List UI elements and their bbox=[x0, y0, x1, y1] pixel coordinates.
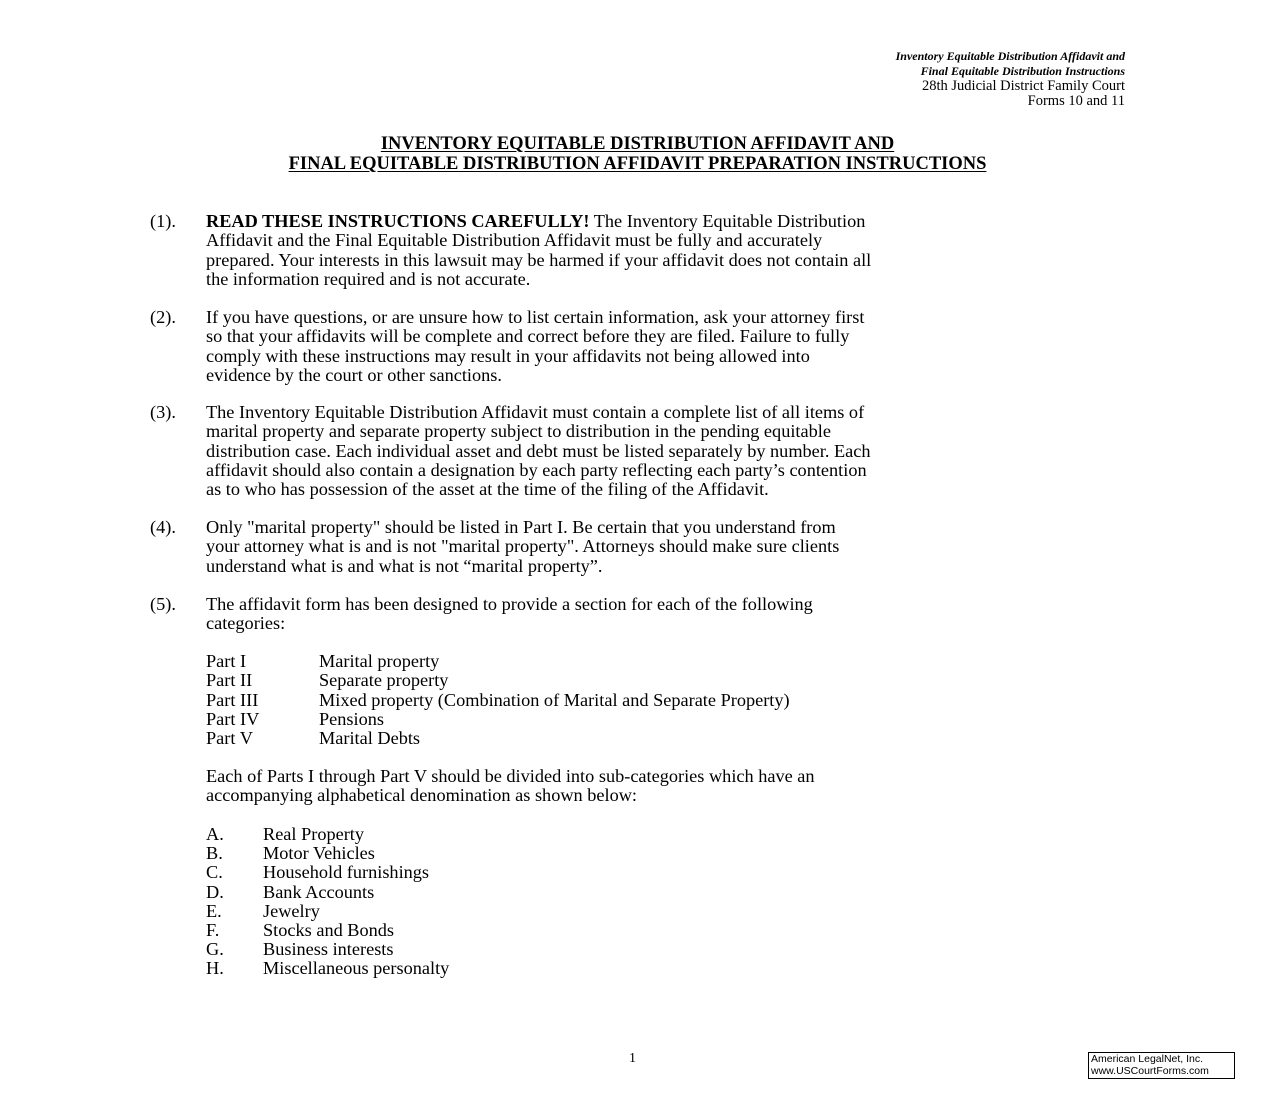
part-label: Part V bbox=[206, 728, 253, 749]
subcategory-letter: E. bbox=[206, 900, 222, 921]
publisher-website: www.USCourtForms.com bbox=[1091, 1064, 1209, 1077]
subcategory-letter: B. bbox=[206, 843, 223, 864]
subcategory-letter: A. bbox=[206, 824, 224, 844]
subcategory-letter: G. bbox=[206, 939, 224, 960]
part-description: Pensions bbox=[319, 708, 385, 729]
subcategory-name: Real Property bbox=[263, 824, 365, 844]
item-line: Only "marital property" should be listed in Part I. Be certain that you understand from bbox=[206, 517, 836, 537]
item-line: distribution case. Each individual asset and debt must be listed separately by number. Each bbox=[206, 440, 871, 461]
subcategory-name: Household furnishings bbox=[263, 862, 430, 883]
item-line: your attorney what is and is not "marital property". Attorneys should make sure clients bbox=[206, 536, 840, 557]
item-line: understand what is and what is not “marital property”. bbox=[206, 555, 603, 576]
item-line: affidavit should also contain a designation by each party reflecting each party’s contention bbox=[206, 459, 867, 480]
item-text bbox=[206, 308, 1136, 385]
part-label: Part IV bbox=[206, 708, 260, 729]
item-text bbox=[206, 212, 1136, 289]
item-line: If you have questions, or are unsure how to list certain information, ask your attorney first bbox=[206, 307, 865, 327]
part-description: Marital property bbox=[319, 651, 440, 671]
form-header bbox=[896, 49, 1125, 109]
item-line: prepared. Your interests in this lawsuit may be harmed if your affidavit does not contain all bbox=[206, 249, 872, 270]
item-text bbox=[206, 595, 1136, 634]
document-title-line2: FINAL EQUITABLE DISTRIBUTION AFFIDAVIT PREPARATION INSTRUCTIONS bbox=[288, 154, 987, 174]
item-line: evidence by the court or other sanctions. bbox=[206, 364, 502, 385]
subcategory-intro-line: accompanying alphabetical denomination as shown below: bbox=[206, 785, 638, 806]
item-text bbox=[206, 403, 1136, 499]
subcategory-name: Bank Accounts bbox=[263, 881, 375, 902]
item-text bbox=[206, 518, 1136, 576]
part-label: Part II bbox=[206, 670, 253, 691]
part-description: Mixed property (Combination of Marital and Separate Property) bbox=[319, 689, 790, 710]
item-number: (5). bbox=[150, 594, 176, 614]
subcategory-name: Miscellaneous personalty bbox=[263, 958, 450, 979]
header-form-title-line1: Inventory Equitable Distribution Affidavit and bbox=[895, 49, 1125, 63]
part-label: Part I bbox=[206, 651, 247, 671]
subcategory-letter: H. bbox=[206, 958, 224, 979]
item-line: the information required and is not accurate. bbox=[206, 268, 531, 289]
subcategory-name: Stocks and Bonds bbox=[263, 919, 395, 940]
subcategory-letter: D. bbox=[206, 881, 224, 902]
item-line bbox=[206, 212, 1136, 231]
item-lead-emphasis: READ THESE INSTRUCTIONS CAREFULLY! bbox=[206, 211, 590, 231]
part-label: Part III bbox=[206, 689, 259, 710]
page-number: 1 bbox=[629, 1051, 636, 1066]
part-description: Separate property bbox=[319, 670, 449, 691]
document-title-line1: INVENTORY EQUITABLE DISTRIBUTION AFFIDAVIT AND bbox=[380, 134, 895, 154]
header-form-numbers: Forms 10 and 11 bbox=[1027, 93, 1125, 109]
subcategory-intro bbox=[206, 767, 815, 806]
subcategory-letter: C. bbox=[206, 862, 223, 883]
item-line: categories: bbox=[206, 613, 286, 634]
item-line: so that your affidavits will be complete and correct before they are filed. Failure to fully bbox=[206, 326, 850, 347]
item-number: (4). bbox=[150, 517, 176, 537]
subcategory-letter: F. bbox=[206, 919, 220, 940]
item-number: (1). bbox=[150, 211, 176, 231]
header-court-name: 28th Judicial District Family Court bbox=[922, 78, 1125, 94]
item-line: The affidavit form has been designed to provide a section for each of the following bbox=[206, 594, 813, 614]
header-form-title-line2: Final Equitable Distribution Instructions bbox=[920, 64, 1125, 78]
subcategory-name: Business interests bbox=[263, 939, 394, 960]
item-line: Affidavit and the Final Equitable Distribution Affidavit must be fully and accurately bbox=[206, 230, 823, 251]
item-number: (3). bbox=[150, 402, 176, 422]
subcategory-name: Motor Vehicles bbox=[263, 843, 375, 864]
subcategory-intro-line: Each of Parts I through Part V should be divided into sub-categories which have an bbox=[206, 766, 815, 786]
item-line: as to who has possession of the asset at the time of the filing of the Affidavit. bbox=[206, 479, 769, 500]
document-title bbox=[0, 134, 1275, 174]
item-line-continuation: The Inventory Equitable Distribution bbox=[589, 211, 866, 231]
publisher-name: American LegalNet, Inc. bbox=[1091, 1053, 1204, 1065]
publisher-stamp bbox=[1088, 1052, 1235, 1079]
item-line: The Inventory Equitable Distribution Affidavit must contain a complete list of all items of bbox=[206, 402, 865, 422]
item-line: marital property and separate property subject to distribution in the pending equitable bbox=[206, 421, 831, 442]
item-number: (2). bbox=[150, 307, 176, 327]
subcategory-name: Jewelry bbox=[263, 900, 320, 921]
part-description: Marital Debts bbox=[319, 728, 421, 749]
item-line: comply with these instructions may result in your affidavits not being allowed into bbox=[206, 345, 810, 366]
